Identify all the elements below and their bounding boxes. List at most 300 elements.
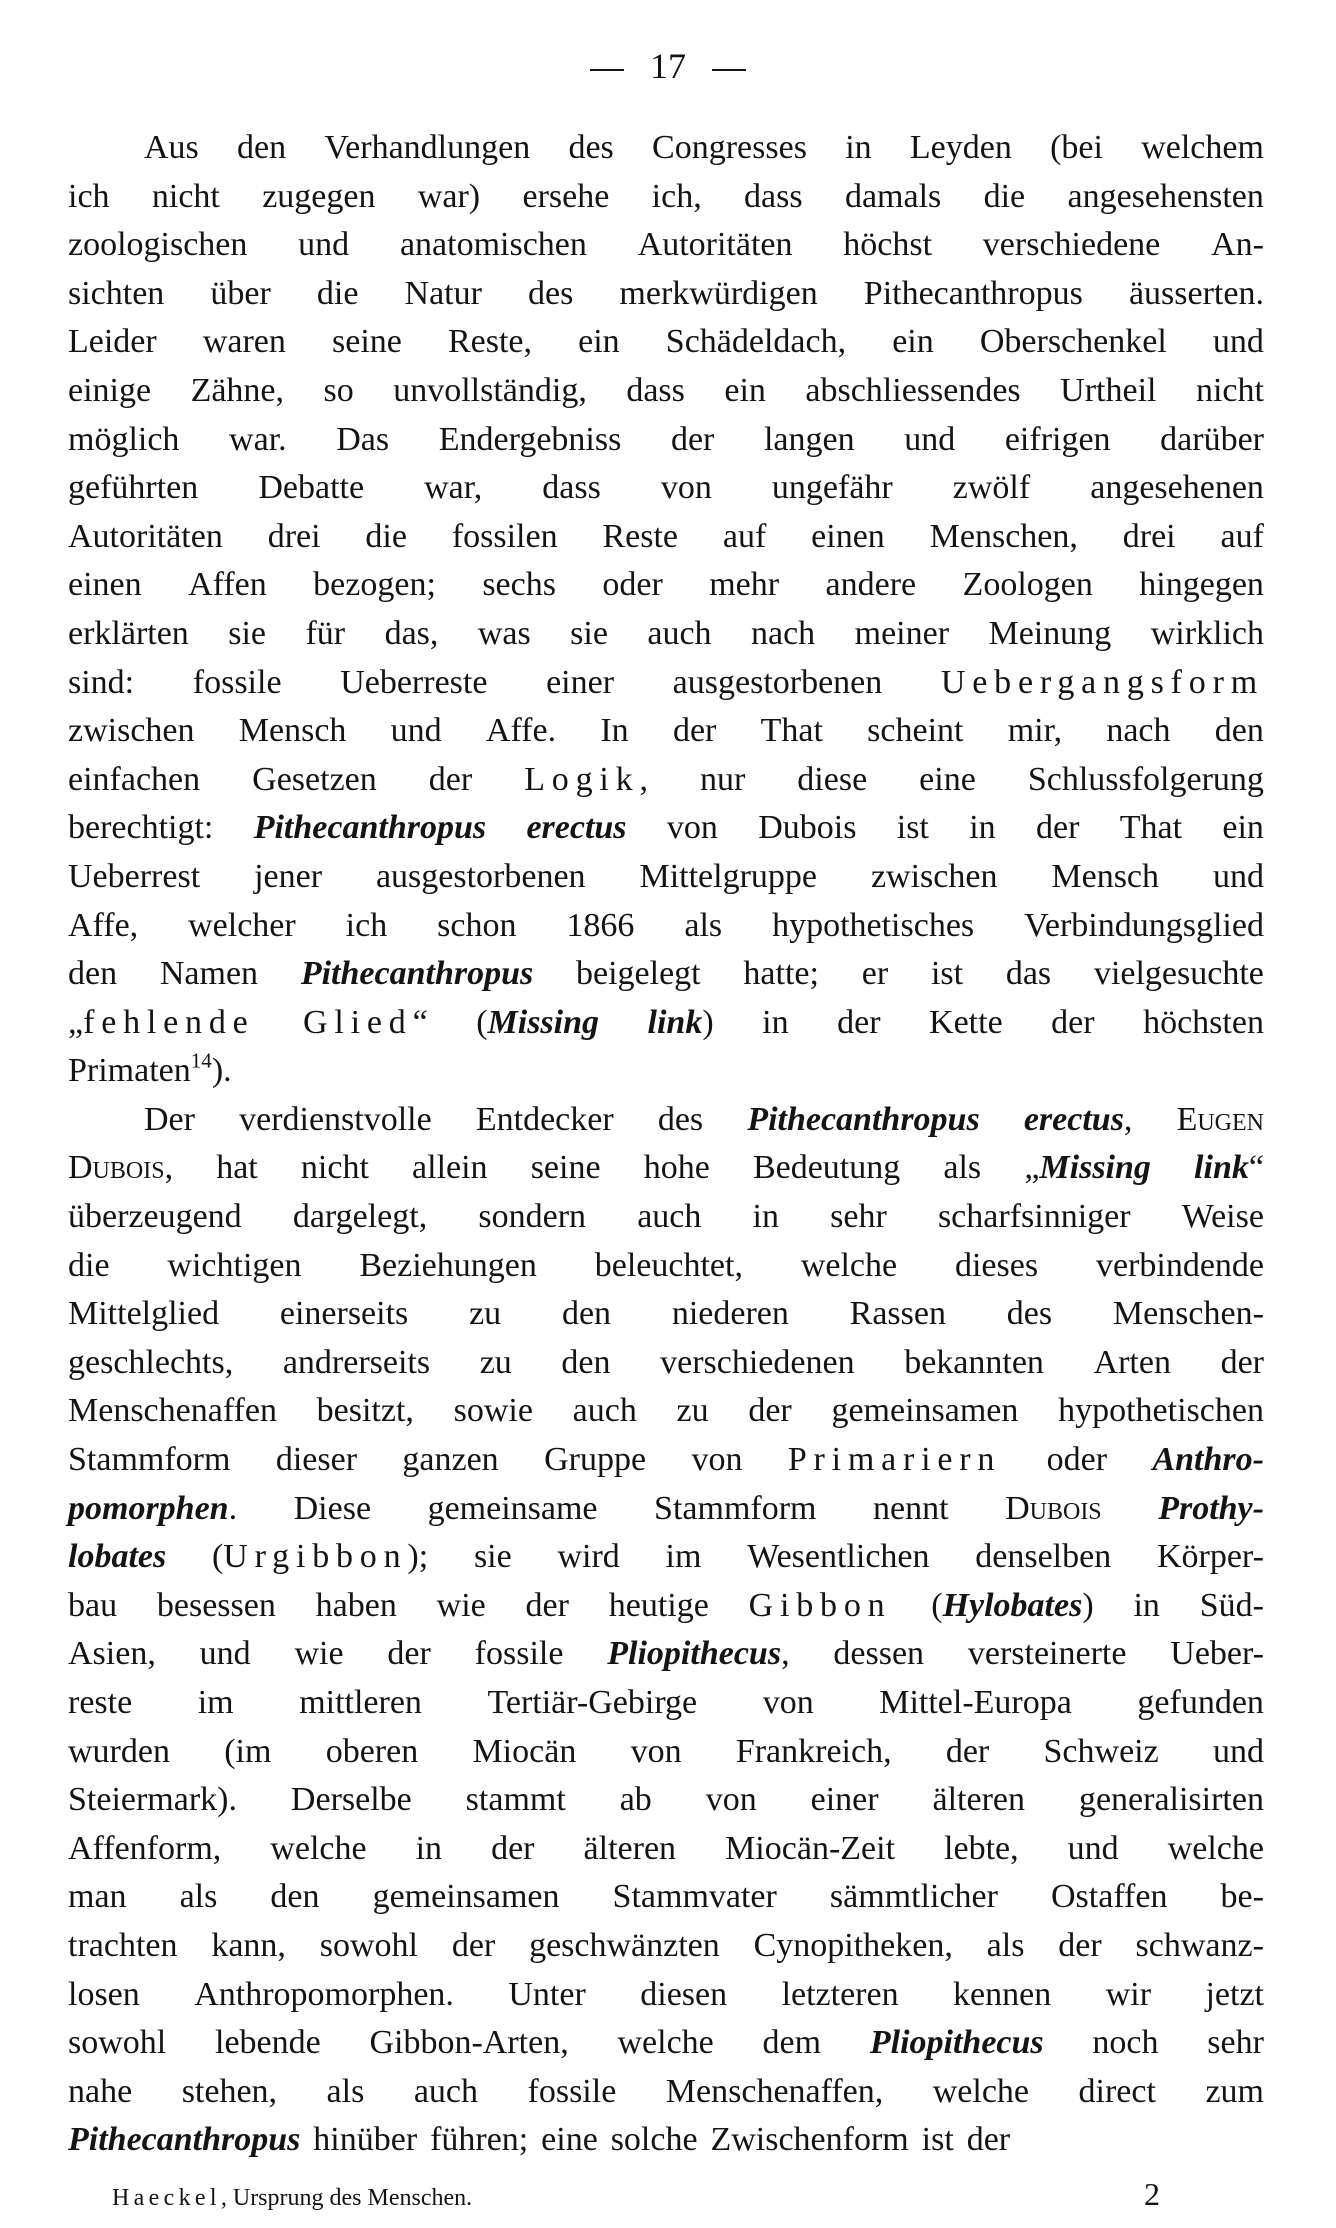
text-line <box>68 804 1264 853</box>
word: in <box>415 1829 443 1867</box>
word: auch <box>413 2072 479 2110</box>
word: Affenform, <box>68 1829 222 1867</box>
word: der <box>1035 809 1080 847</box>
word: hinüber <box>313 2121 418 2159</box>
word: Diese <box>293 1489 372 1527</box>
text-line <box>68 513 1264 562</box>
word: letzteren <box>781 1975 899 2013</box>
word: darüber <box>1160 420 1264 458</box>
word: sondern <box>478 1198 587 1236</box>
word: zwölf <box>952 469 1031 507</box>
word: zu <box>479 1343 512 1381</box>
text-line <box>68 1873 1264 1922</box>
word: besitzt, <box>316 1392 414 1430</box>
word <box>788 1436 1001 1485</box>
italic-term: erectus <box>526 809 627 847</box>
italic-term: Pliopithecus <box>607 1635 782 1673</box>
word: Reste, <box>447 323 533 361</box>
word: nennt <box>873 1489 949 1527</box>
word: Mensch <box>1051 857 1160 895</box>
text-line <box>68 707 1264 756</box>
word: Glied“ <box>303 1003 428 1041</box>
word: den <box>561 1343 611 1381</box>
page-footer <box>112 2176 1160 2216</box>
italic-term: Pithecanthropus <box>747 1100 980 1138</box>
word <box>941 659 1264 708</box>
word: Derselbe <box>290 1781 412 1819</box>
word: in <box>762 1003 789 1041</box>
word: drei <box>1122 517 1176 555</box>
word: Mittelgruppe <box>639 857 818 895</box>
word: Reste <box>602 517 679 555</box>
italic-term: link <box>647 1003 703 1041</box>
word: des <box>528 274 574 312</box>
word: Miocän-Zeit <box>725 1829 896 1867</box>
word: scharfsinniger <box>937 1198 1131 1236</box>
word: den <box>237 129 287 166</box>
word: gemeinsamen <box>831 1392 1019 1430</box>
word: angesehensten <box>1067 177 1264 215</box>
word: zoologischen <box>68 226 248 264</box>
word: der <box>1058 1926 1102 1964</box>
word: der <box>428 760 473 798</box>
word: unvollständig, <box>393 371 587 409</box>
word: über <box>210 274 271 312</box>
word: nicht <box>151 177 220 215</box>
text-line <box>68 1776 1264 1825</box>
word: nach <box>1106 712 1171 750</box>
text-line <box>68 853 1264 902</box>
word: direct <box>1078 2072 1156 2110</box>
word: In <box>600 712 629 750</box>
word: welche <box>800 1246 898 1284</box>
word: heutige <box>608 1586 709 1624</box>
word: zum <box>1205 2072 1264 2110</box>
word: Meinung <box>988 614 1112 652</box>
word: gemeinsame <box>427 1489 598 1527</box>
word: Affe, <box>68 906 139 944</box>
word: geschwänzten <box>529 1926 720 1964</box>
word: merkwürdigen <box>619 274 818 312</box>
word: auch <box>637 1198 702 1236</box>
text-line <box>68 1679 1264 1728</box>
word: war, <box>424 469 483 507</box>
spaced-emphasis: Urgibbon <box>223 1538 408 1576</box>
word: „Missing <box>1024 1149 1151 1187</box>
word: ein <box>724 371 766 409</box>
word: sind: <box>68 663 135 701</box>
word: Weise <box>1181 1198 1264 1236</box>
word: den <box>270 1878 320 1916</box>
word: besessen <box>156 1586 276 1624</box>
word: der <box>1051 1003 1095 1041</box>
word: ab <box>619 1781 652 1819</box>
footer-running-title <box>112 2185 472 2212</box>
word: einerseits <box>279 1295 409 1333</box>
word: solche <box>610 2121 698 2159</box>
word: stehen, <box>181 2072 278 2110</box>
word: vielgesuchte <box>1093 955 1264 993</box>
word: fossile <box>527 2072 617 2110</box>
word: sowohl <box>319 1926 418 1964</box>
word: äusserten. <box>1128 274 1264 312</box>
italic-term: Missing <box>487 1003 600 1041</box>
word: nicht <box>1195 371 1264 409</box>
header-dash-left <box>590 69 624 71</box>
word: schwanz- <box>1135 1926 1264 1964</box>
word: (Missing <box>476 1003 600 1041</box>
word <box>301 950 533 999</box>
page-header <box>0 44 1336 88</box>
word: welche <box>932 2072 1030 2110</box>
small-caps-name: Dubois <box>68 1149 165 1187</box>
word: Arten <box>1093 1343 1171 1381</box>
word <box>254 804 486 853</box>
word: anatomischen <box>399 226 587 264</box>
word: link) <box>647 1003 714 1041</box>
word: Aus <box>144 129 199 166</box>
word: älteren <box>932 1781 1026 1819</box>
word: Leider <box>68 323 157 361</box>
word: einen <box>811 517 885 555</box>
word: nahe <box>68 2072 133 2110</box>
word: mir, <box>1007 712 1063 750</box>
word: Cynopitheken, <box>753 1926 953 1964</box>
word: einfachen <box>68 760 201 798</box>
word: und <box>904 420 956 458</box>
word: geschlechts, <box>68 1343 234 1381</box>
word: Menschenaffen, <box>665 2072 884 2110</box>
word: An- <box>1211 226 1264 264</box>
text-line <box>68 1047 1264 1096</box>
text-line <box>68 367 1264 416</box>
word: im <box>665 1538 702 1576</box>
word <box>1152 1436 1264 1485</box>
word: Der <box>144 1100 195 1138</box>
header-dash-right <box>712 69 746 71</box>
word: wir <box>1105 1975 1152 2013</box>
word: des <box>568 129 614 166</box>
word: Stammvater <box>612 1878 777 1916</box>
word: mittleren <box>299 1684 422 1721</box>
word: von <box>630 1732 682 1770</box>
word: Verhandlungen <box>324 129 531 166</box>
word: Bedeutung <box>752 1149 901 1187</box>
word: war. <box>229 420 287 458</box>
word: der <box>451 1926 496 1964</box>
word: Dubois <box>758 809 857 847</box>
word: das, <box>384 614 439 652</box>
word: beleuchtet, <box>594 1246 743 1284</box>
word: niederen <box>671 1295 789 1333</box>
word: nach <box>751 614 816 652</box>
italic-term: Pithecanthropus <box>300 955 534 993</box>
word: des <box>1006 1295 1053 1333</box>
word: Congresses <box>652 129 807 166</box>
word: Ueberreste <box>340 663 488 701</box>
text-line <box>68 1144 1264 1193</box>
word: sehr <box>1207 2024 1264 2062</box>
word: „fehlende <box>68 1003 255 1041</box>
word: gemeinsamen <box>372 1878 560 1916</box>
word: scheint <box>867 712 964 750</box>
italic-term: Hylobates <box>942 1586 1083 1624</box>
word: Stammform <box>654 1489 817 1527</box>
word: geführten <box>68 469 199 507</box>
word: auf <box>722 517 767 555</box>
word: lebende <box>215 2024 321 2062</box>
word: ausgestorbenen <box>375 857 586 895</box>
text-line <box>68 999 1264 1048</box>
word: beigelegt <box>576 955 701 993</box>
word: welche <box>270 1829 367 1867</box>
footnote-ref: 14 <box>190 1048 212 1073</box>
word: eine <box>541 2121 598 2159</box>
word: Steiermark). <box>68 1781 237 1819</box>
word: kennen <box>953 1975 1052 2013</box>
word: eifrigen <box>1004 420 1111 458</box>
word: dass <box>542 469 601 507</box>
word: und <box>390 712 442 750</box>
word: Gibbon-Arten, <box>369 2024 569 2062</box>
text-line <box>68 756 1264 805</box>
spaced-emphasis: Logik <box>524 760 640 798</box>
word: eine <box>919 760 976 798</box>
word: Mittelglied <box>68 1295 220 1333</box>
word: man <box>68 1878 127 1916</box>
word: Menschenaffen <box>68 1392 277 1430</box>
word <box>68 2116 300 2165</box>
word: Schlussfolgerung <box>1027 760 1264 798</box>
word: ein <box>1222 809 1264 847</box>
text-line <box>68 1290 1264 1339</box>
word: jener <box>254 857 323 895</box>
text-line <box>68 1242 1264 1291</box>
word: als <box>684 906 723 944</box>
signature-mark: 2 <box>1144 2176 1160 2212</box>
word: hatte; <box>743 955 819 993</box>
word: ich <box>345 906 388 944</box>
word: Schädeldach, <box>665 323 847 361</box>
body-text <box>68 124 1264 2165</box>
word: auch <box>647 614 712 652</box>
word: wurden <box>68 1732 170 1770</box>
word: ersehe <box>522 177 610 215</box>
word: welcher <box>188 906 296 944</box>
word: zu <box>676 1392 709 1430</box>
text-line <box>68 659 1264 708</box>
word: als <box>326 2072 365 2110</box>
word: sie <box>473 1538 512 1576</box>
word: nur <box>699 760 746 798</box>
word: stammt <box>465 1781 566 1819</box>
word: einer <box>546 663 615 701</box>
word: erklärten <box>68 614 189 652</box>
word: be- <box>1220 1878 1264 1916</box>
word: Asien, <box>68 1635 156 1673</box>
word: Frankreich, <box>735 1732 892 1770</box>
word: (Urgibbon); <box>211 1538 429 1576</box>
word: Dubois, <box>68 1149 174 1187</box>
spaced-emphasis: Gibbon <box>748 1586 892 1624</box>
word: in <box>752 1198 779 1236</box>
word: (bei <box>1050 129 1103 166</box>
word: höchsten <box>1143 1003 1264 1041</box>
text-line <box>68 416 1264 465</box>
word: den <box>1214 712 1264 750</box>
word: die <box>68 1246 110 1284</box>
word: auch <box>572 1392 637 1430</box>
text-line <box>68 124 1264 173</box>
text-line <box>68 2019 1264 2068</box>
word <box>1177 1096 1264 1145</box>
word: sämmtlicher <box>829 1878 998 1916</box>
word: Menschen, <box>929 517 1078 555</box>
word: bekannten <box>904 1343 1044 1381</box>
word <box>747 1096 979 1145</box>
footer-title: , Ursprung des Menschen. <box>220 2185 473 2211</box>
word <box>870 2019 1044 2068</box>
word: fossile <box>192 663 282 701</box>
word: waren <box>202 323 286 361</box>
word: abschliessendes <box>805 371 1021 409</box>
italic-term: Pithecanthropus <box>253 809 487 847</box>
italic-term: Missing <box>1039 1149 1151 1187</box>
word: als <box>986 1926 1025 1964</box>
word: Zoologen <box>962 566 1093 604</box>
word: des <box>657 1100 704 1138</box>
text-line <box>68 1728 1264 1777</box>
text-line <box>68 1096 1264 1145</box>
word: angesehenen <box>1090 469 1264 507</box>
word: Ueber- <box>1170 1635 1264 1673</box>
word: diesen <box>640 1975 728 2013</box>
word: zwischen <box>870 857 998 895</box>
word: führen; <box>430 2121 529 2159</box>
word: verbindende <box>1095 1246 1264 1284</box>
word: Mittel-Europa <box>879 1684 1072 1721</box>
small-caps-name: Dubois <box>1005 1489 1102 1527</box>
word: sowohl <box>68 2024 167 2062</box>
spaced-emphasis: Glied <box>303 1003 413 1041</box>
word: Affen <box>188 566 267 604</box>
word: reste <box>68 1684 133 1721</box>
word: hypothetisches <box>772 906 975 944</box>
word: Kette <box>929 1003 1003 1041</box>
word: Körper- <box>1156 1538 1264 1576</box>
word: wird <box>557 1538 620 1576</box>
word: und <box>1067 1829 1119 1867</box>
word: überzeugend <box>68 1198 242 1236</box>
word: älteren <box>583 1829 677 1867</box>
word: dargelegt, <box>292 1198 428 1236</box>
word: losen <box>68 1975 140 2013</box>
word: generalisirten <box>1078 1781 1264 1819</box>
word: bau <box>68 1586 118 1624</box>
word: versteinerte <box>967 1635 1127 1673</box>
word: welche <box>617 2024 714 2062</box>
word: Miocän <box>472 1732 577 1770</box>
word: höchst <box>843 226 933 264</box>
word: dessen <box>833 1635 925 1673</box>
word: That <box>760 712 823 750</box>
word: die <box>316 274 359 312</box>
word: und <box>199 1635 251 1673</box>
word: allein <box>412 1149 488 1187</box>
word: wirklich <box>1150 614 1264 652</box>
italic-term: lobates <box>68 1538 167 1576</box>
word: sehr <box>830 1198 887 1236</box>
text-line <box>68 1825 1264 1874</box>
word: Natur <box>404 274 482 312</box>
word: schon <box>437 906 517 944</box>
word: war) <box>417 177 481 215</box>
word: und <box>1212 857 1264 895</box>
word: in <box>1133 1586 1160 1624</box>
page-number: 17 <box>650 46 686 86</box>
text-line <box>68 2116 1264 2165</box>
text-line <box>68 173 1264 222</box>
word: fossilen <box>451 517 558 555</box>
word: oder <box>1046 1441 1108 1479</box>
word: einige <box>68 371 152 409</box>
word: die <box>983 177 1026 215</box>
word: möglich <box>68 420 180 458</box>
word: hypothetischen <box>1058 1392 1264 1430</box>
word: Affe. <box>485 712 557 750</box>
word: seine <box>530 1149 601 1187</box>
word: zugegen <box>262 177 376 215</box>
italic-term: Anthro- <box>1152 1441 1264 1479</box>
word: das <box>1005 955 1052 993</box>
word: Pithecanthropus <box>863 274 1083 312</box>
word: von <box>660 469 712 507</box>
word: (im <box>224 1732 272 1770</box>
word: der <box>945 1732 990 1770</box>
word: Primaten$^{14}$). <box>68 1048 232 1090</box>
word: sechs <box>482 566 556 604</box>
text-line <box>68 270 1264 319</box>
word: verschiedenen <box>660 1343 855 1381</box>
word: noch <box>1092 2024 1159 2062</box>
text-line <box>68 1630 1264 1679</box>
word: ungefähr <box>771 469 893 507</box>
word: denselben <box>975 1538 1112 1576</box>
word: wichtigen <box>167 1246 302 1284</box>
word: sowie <box>453 1392 533 1430</box>
word: That <box>1119 809 1183 847</box>
text-line <box>68 561 1264 610</box>
italic-term: Pithecanthropus <box>68 2121 301 2159</box>
word: und <box>1212 323 1264 361</box>
word: der <box>748 1392 792 1430</box>
word: als <box>179 1878 218 1916</box>
word: ganzen <box>402 1441 499 1479</box>
word: Mensch <box>238 712 347 750</box>
word: berechtigt: <box>68 809 214 847</box>
word: die <box>365 517 407 555</box>
word: der <box>837 1003 881 1041</box>
word: Leyden <box>909 129 1012 166</box>
word: Unter <box>508 1975 586 2013</box>
spaced-emphasis: Primariern <box>787 1441 1002 1479</box>
word: der <box>672 712 717 750</box>
word: sie <box>228 614 267 652</box>
text-line <box>68 1582 1264 1631</box>
word: dieses <box>954 1246 1039 1284</box>
text-line <box>68 318 1264 367</box>
word: Schweiz <box>1043 1732 1159 1770</box>
